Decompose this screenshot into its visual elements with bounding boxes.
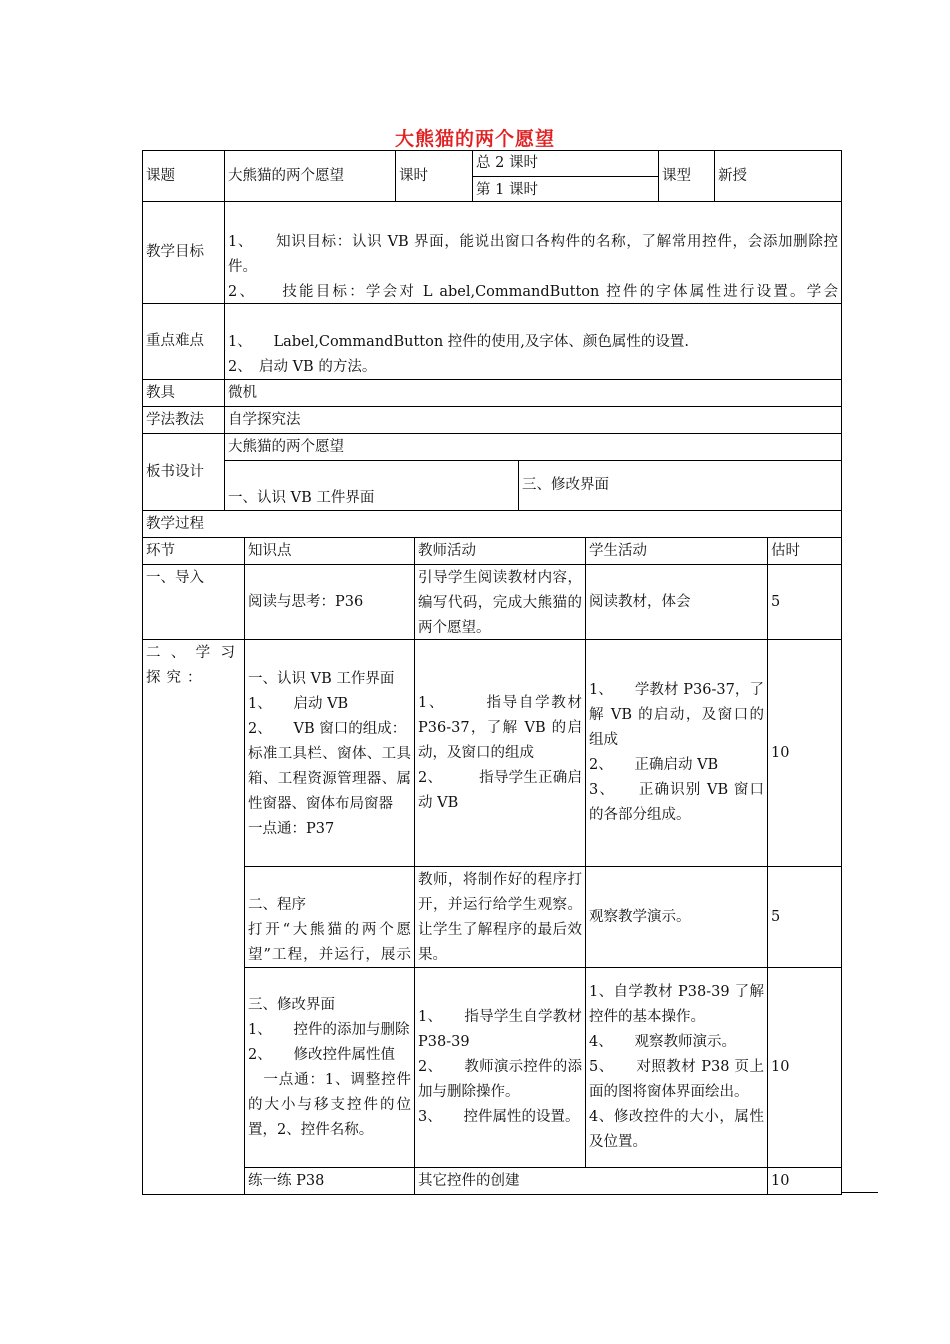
tools-value: 微机	[228, 384, 257, 401]
col-teacher-cell	[414, 537, 586, 565]
type-value: 新授	[718, 167, 747, 184]
document-title: 大熊猫的两个愿望	[394, 128, 555, 150]
hours-current: 第 1 课时	[476, 182, 538, 198]
keypoints-text-cell	[224, 303, 842, 380]
row2a-student: 1、 学教材 P36-37，了解 VB 的启动，及窗口的组成 2、 正确启动 VB 3、 正确识别 VB 窗口的各部分组成。	[589, 682, 764, 823]
row2b-student-cell	[585, 866, 768, 968]
row2b-student: 观察教学演示。	[589, 908, 691, 925]
row2b-teacher-cell	[414, 866, 586, 968]
row2c-knowledge-cell	[244, 967, 415, 1168]
tools-value-cell	[224, 379, 842, 407]
board-line2-cell	[224, 460, 519, 511]
row2d-knowledge-cell	[244, 1167, 415, 1195]
col-knowledge-cell	[244, 537, 415, 565]
process-label-cell	[142, 510, 842, 538]
board-line1: 大熊猫的两个愿望	[228, 438, 344, 455]
board-label-cell	[142, 433, 225, 511]
row1-stage-cell	[142, 564, 245, 640]
row1-teacher-cell	[414, 564, 586, 640]
col-stage-cell	[142, 537, 245, 565]
row2c-teacher-cell	[414, 967, 586, 1168]
board-line2: 一、认识 VB 工件界面	[228, 490, 375, 506]
hours-total-cell	[472, 150, 659, 177]
col-stage: 环节	[146, 542, 175, 559]
row2b-time: 5	[771, 908, 781, 925]
row2a-time: 10	[771, 744, 790, 761]
topic-label-cell	[142, 150, 225, 202]
row2a-time-cell	[767, 639, 842, 867]
type-label-cell	[658, 150, 715, 202]
row2a-teacher-cell	[414, 639, 586, 867]
row1-time-cell	[767, 564, 842, 640]
method-value-cell	[224, 406, 842, 434]
hours-label: 课时	[399, 167, 428, 184]
board-line1-cell	[224, 433, 842, 461]
method-value: 自学探究法	[228, 411, 301, 428]
row2a-teacher: 1、 指导自学教材 P36-37，了解 VB 的启动，及窗口的组成 2、 指导学生正确启动 VB	[418, 694, 582, 811]
row1-student-cell	[585, 564, 768, 640]
row2d-teacher-cell	[414, 1167, 768, 1195]
goals-text-cell	[224, 201, 842, 304]
topic-value-cell	[224, 150, 396, 202]
row2c-student-cell	[585, 967, 768, 1168]
row2c-time: 10	[771, 1059, 790, 1075]
row1-knowledge-cell	[244, 564, 415, 640]
tools-label: 教具	[146, 384, 175, 401]
board-line3: 三、修改界面	[522, 477, 609, 493]
row2c-teacher: 1、 指导学生自学教材 P38-39 2、 教师演示控件的添加与删除操作。 3、 控件属性的设置。	[418, 1009, 582, 1125]
row1-student: 阅读教材，体会	[589, 593, 691, 610]
row2b-knowledge-cell	[244, 866, 415, 968]
board-label: 板书设计	[146, 463, 204, 480]
row2c-student: 1、自学教材 P38-39 了解控件的基本操作。 4、 观察教师演示。 5、 对照教材 P38 页上面的图将窗体界面绘出。 4、修改控件的大小，属性及位置。	[589, 984, 764, 1150]
col-student: 学生活动	[589, 542, 647, 559]
goals-text: 1、 知识目标：认识 VB 界面，能说出窗口各构件的名称，了解常用控件，会添加删除控件。 2、 技能目标：学会对 L abel,CommandButton 控件的字体属性进行设置。学会	[228, 234, 838, 300]
method-label: 学法教法	[146, 411, 204, 428]
row2-stage-cell	[142, 639, 245, 1195]
row2b-teacher: 教师，将制作好的程序打开，并运行给学生观察。让学生了解程序的最后效果。	[418, 872, 582, 963]
row1-stage: 一、导入	[146, 570, 204, 586]
col-knowledge: 知识点	[248, 542, 292, 559]
row2c-time-cell	[767, 967, 842, 1168]
topic-value: 大熊猫的两个愿望	[228, 167, 344, 184]
type-label: 课型	[662, 167, 691, 184]
col-student-cell	[585, 537, 768, 565]
type-value-cell	[714, 150, 842, 202]
method-label-cell	[142, 406, 225, 434]
row2a-knowledge: 一、认识 VB 工作界面 1、 启动 VB 2、 VB 窗口的组成： 标准工具栏、窗体、工具箱、工程资源管理器、属性窗器、窗体布局窗器 一点通：P37	[248, 671, 411, 837]
row2a-knowledge-cell	[244, 639, 415, 867]
row2-stage: 二、学习探究：	[146, 645, 241, 686]
row2d-teacher: 其它控件的创建	[418, 1172, 520, 1189]
row2d-time-cell	[767, 1167, 842, 1195]
row1-knowledge: 阅读与思考：P36	[248, 593, 364, 610]
row2b-knowledge: 二、程序 打开“大熊猫的两个愿望”工程，并运行，展示	[248, 897, 411, 963]
keypoints-label-cell	[142, 303, 225, 380]
goals-label-cell	[142, 201, 225, 304]
keypoints-label: 重点难点	[146, 333, 204, 349]
row2d-time: 10	[771, 1172, 790, 1189]
row2a-student-cell	[585, 639, 768, 867]
process-label: 教学过程	[146, 515, 204, 532]
col-time-cell	[767, 537, 842, 565]
hours-total: 总 2 课时	[476, 155, 538, 171]
row2c-knowledge: 三、修改界面 1、 控件的添加与删除 2、 修改控件属性值 一点通：1、调整控件的大小与移支控件的位置，2、控件名称。	[248, 996, 411, 1138]
row1-time: 5	[771, 593, 781, 610]
row2d-knowledge: 练一练 P38	[248, 1172, 325, 1189]
row2b-time-cell	[767, 866, 842, 968]
col-teacher: 教师活动	[418, 542, 476, 559]
hours-current-cell	[472, 176, 659, 202]
keypoints-text: 1、 Label,CommandButton 控件的使用,及字体、颜色属性的设置. 2、 启动 VB 的方法。	[228, 334, 689, 375]
table-bottom-rule	[842, 1192, 878, 1193]
tools-label-cell	[142, 379, 225, 407]
topic-label: 课题	[146, 167, 175, 184]
board-line3-cell	[518, 460, 842, 511]
col-time: 估时	[771, 542, 800, 559]
row1-teacher: 引导学生阅读教材内容，编写代码，完成大熊猫的两个愿望。	[418, 570, 582, 636]
goals-label: 教学目标	[146, 244, 204, 260]
hours-label-cell	[395, 150, 473, 202]
